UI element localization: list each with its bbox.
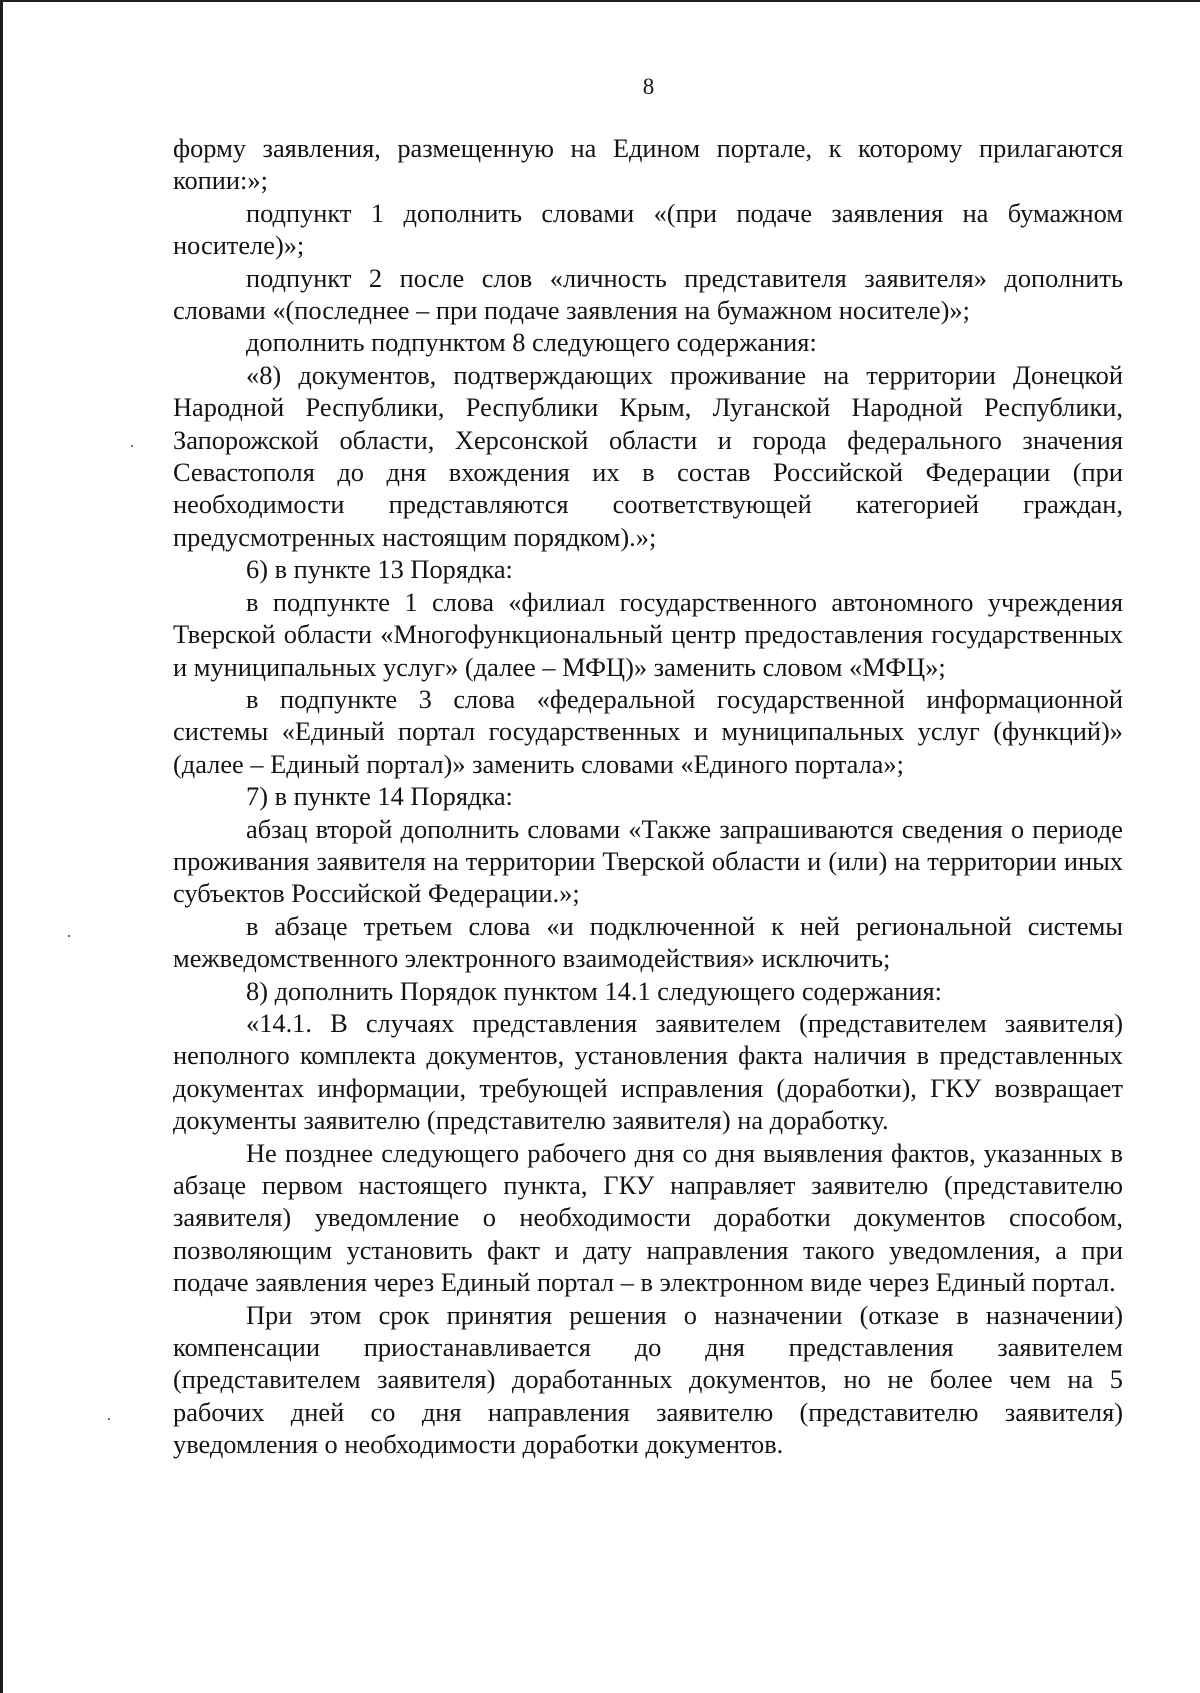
- paragraph: «14.1. В случаях представления заявителем (представителем заявителя) неполного комплекта документов, установления факта наличия в представленных документах информации, требующей исправления (доработки), ГКУ возвращает документы заявителю (представителю заявителя) на доработку.: [173, 1007, 1123, 1136]
- paragraph: подпункт 1 дополнить словами «(при подаче заявления на бумажном носителе)»;: [173, 197, 1123, 261]
- paragraph: форму заявления, размещенную на Едином портале, к которому прилагаются копии:»;: [173, 133, 1123, 196]
- page-number: 8: [642, 74, 655, 99]
- paragraph: 6) в пункте 13 Порядка:: [246, 554, 513, 585]
- paragraph: в подпункте 3 слова «федеральной государственной информационной системы «Единый портал государственных и муниципальных услуг (функций)» (далее – Единый портал)» заменить словами «Единого портала»;: [173, 683, 1123, 779]
- scan-edge-top: [0, 0, 1200, 2]
- paragraph: подпункт 2 после слов «личность представителя заявителя» дополнить словами «(последнее – при подаче заявления на бумажном носителе)»;: [173, 262, 1123, 326]
- paragraph: дополнить подпунктом 8 следующего содержания:: [246, 327, 817, 358]
- scan-speck: [131, 445, 133, 447]
- document-body: [173, 132, 1123, 1461]
- paragraph: в подпункте 1 слова «филиал государственного автономного учреждения Тверской области «Многофункциональный центр предоставления государственных и муниципальных услуг» (далее – МФЦ)» заменить словом «МФЦ»;: [173, 586, 1123, 682]
- paragraph: в абзаце третьем слова «и подключенной к ней региональной системы межведомственного электронного взаимодействия» исключить;: [173, 910, 1123, 974]
- paragraph: Не позднее следующего рабочего дня со дня выявления фактов, указанных в абзаце первом настоящего пункта, ГКУ направляет заявителю (представителю заявителя) уведомление о необходимости доработки документов способом, позволяющим установить факт и дату направления такого уведомления, а при подаче заявления через Единый портал – в электронном виде через Единый портал.: [173, 1137, 1123, 1298]
- paragraph: 7) в пункте 14 Порядка:: [246, 781, 513, 812]
- scan-speck: [68, 935, 70, 937]
- paragraph: абзац второй дополнить словами «Также запрашиваются сведения о периоде проживания заявителя на территории Тверской области и (или) на территории иных субъектов Российской Федерации.»;: [173, 813, 1123, 909]
- scan-edge-left: [0, 0, 3, 1693]
- paragraph: «8) документов, подтверждающих проживание на территории Донецкой Народной Республики, Республики Крым, Луганской Народной Республики, Запорожской области, Херсонской области и города федерального значения Севастополя до дня вхождения их в состав Российской Федерации (при необходимости представляются соответствующей категорией граждан, предусмотренных настоящим порядком).»;: [173, 359, 1123, 552]
- paragraph: При этом срок принятия решения о назначении (отказе в назначении) компенсации приостанавливается до дня представления заявителем (представителем заявителя) доработанных документов, но не более чем на 5 рабочих дней со дня направления заявителю (представителю заявителя) уведомления о необходимости доработки документов.: [173, 1299, 1123, 1460]
- paragraph: 8) дополнить Порядок пунктом 14.1 следующего содержания:: [246, 975, 942, 1006]
- scan-speck: [108, 1418, 110, 1420]
